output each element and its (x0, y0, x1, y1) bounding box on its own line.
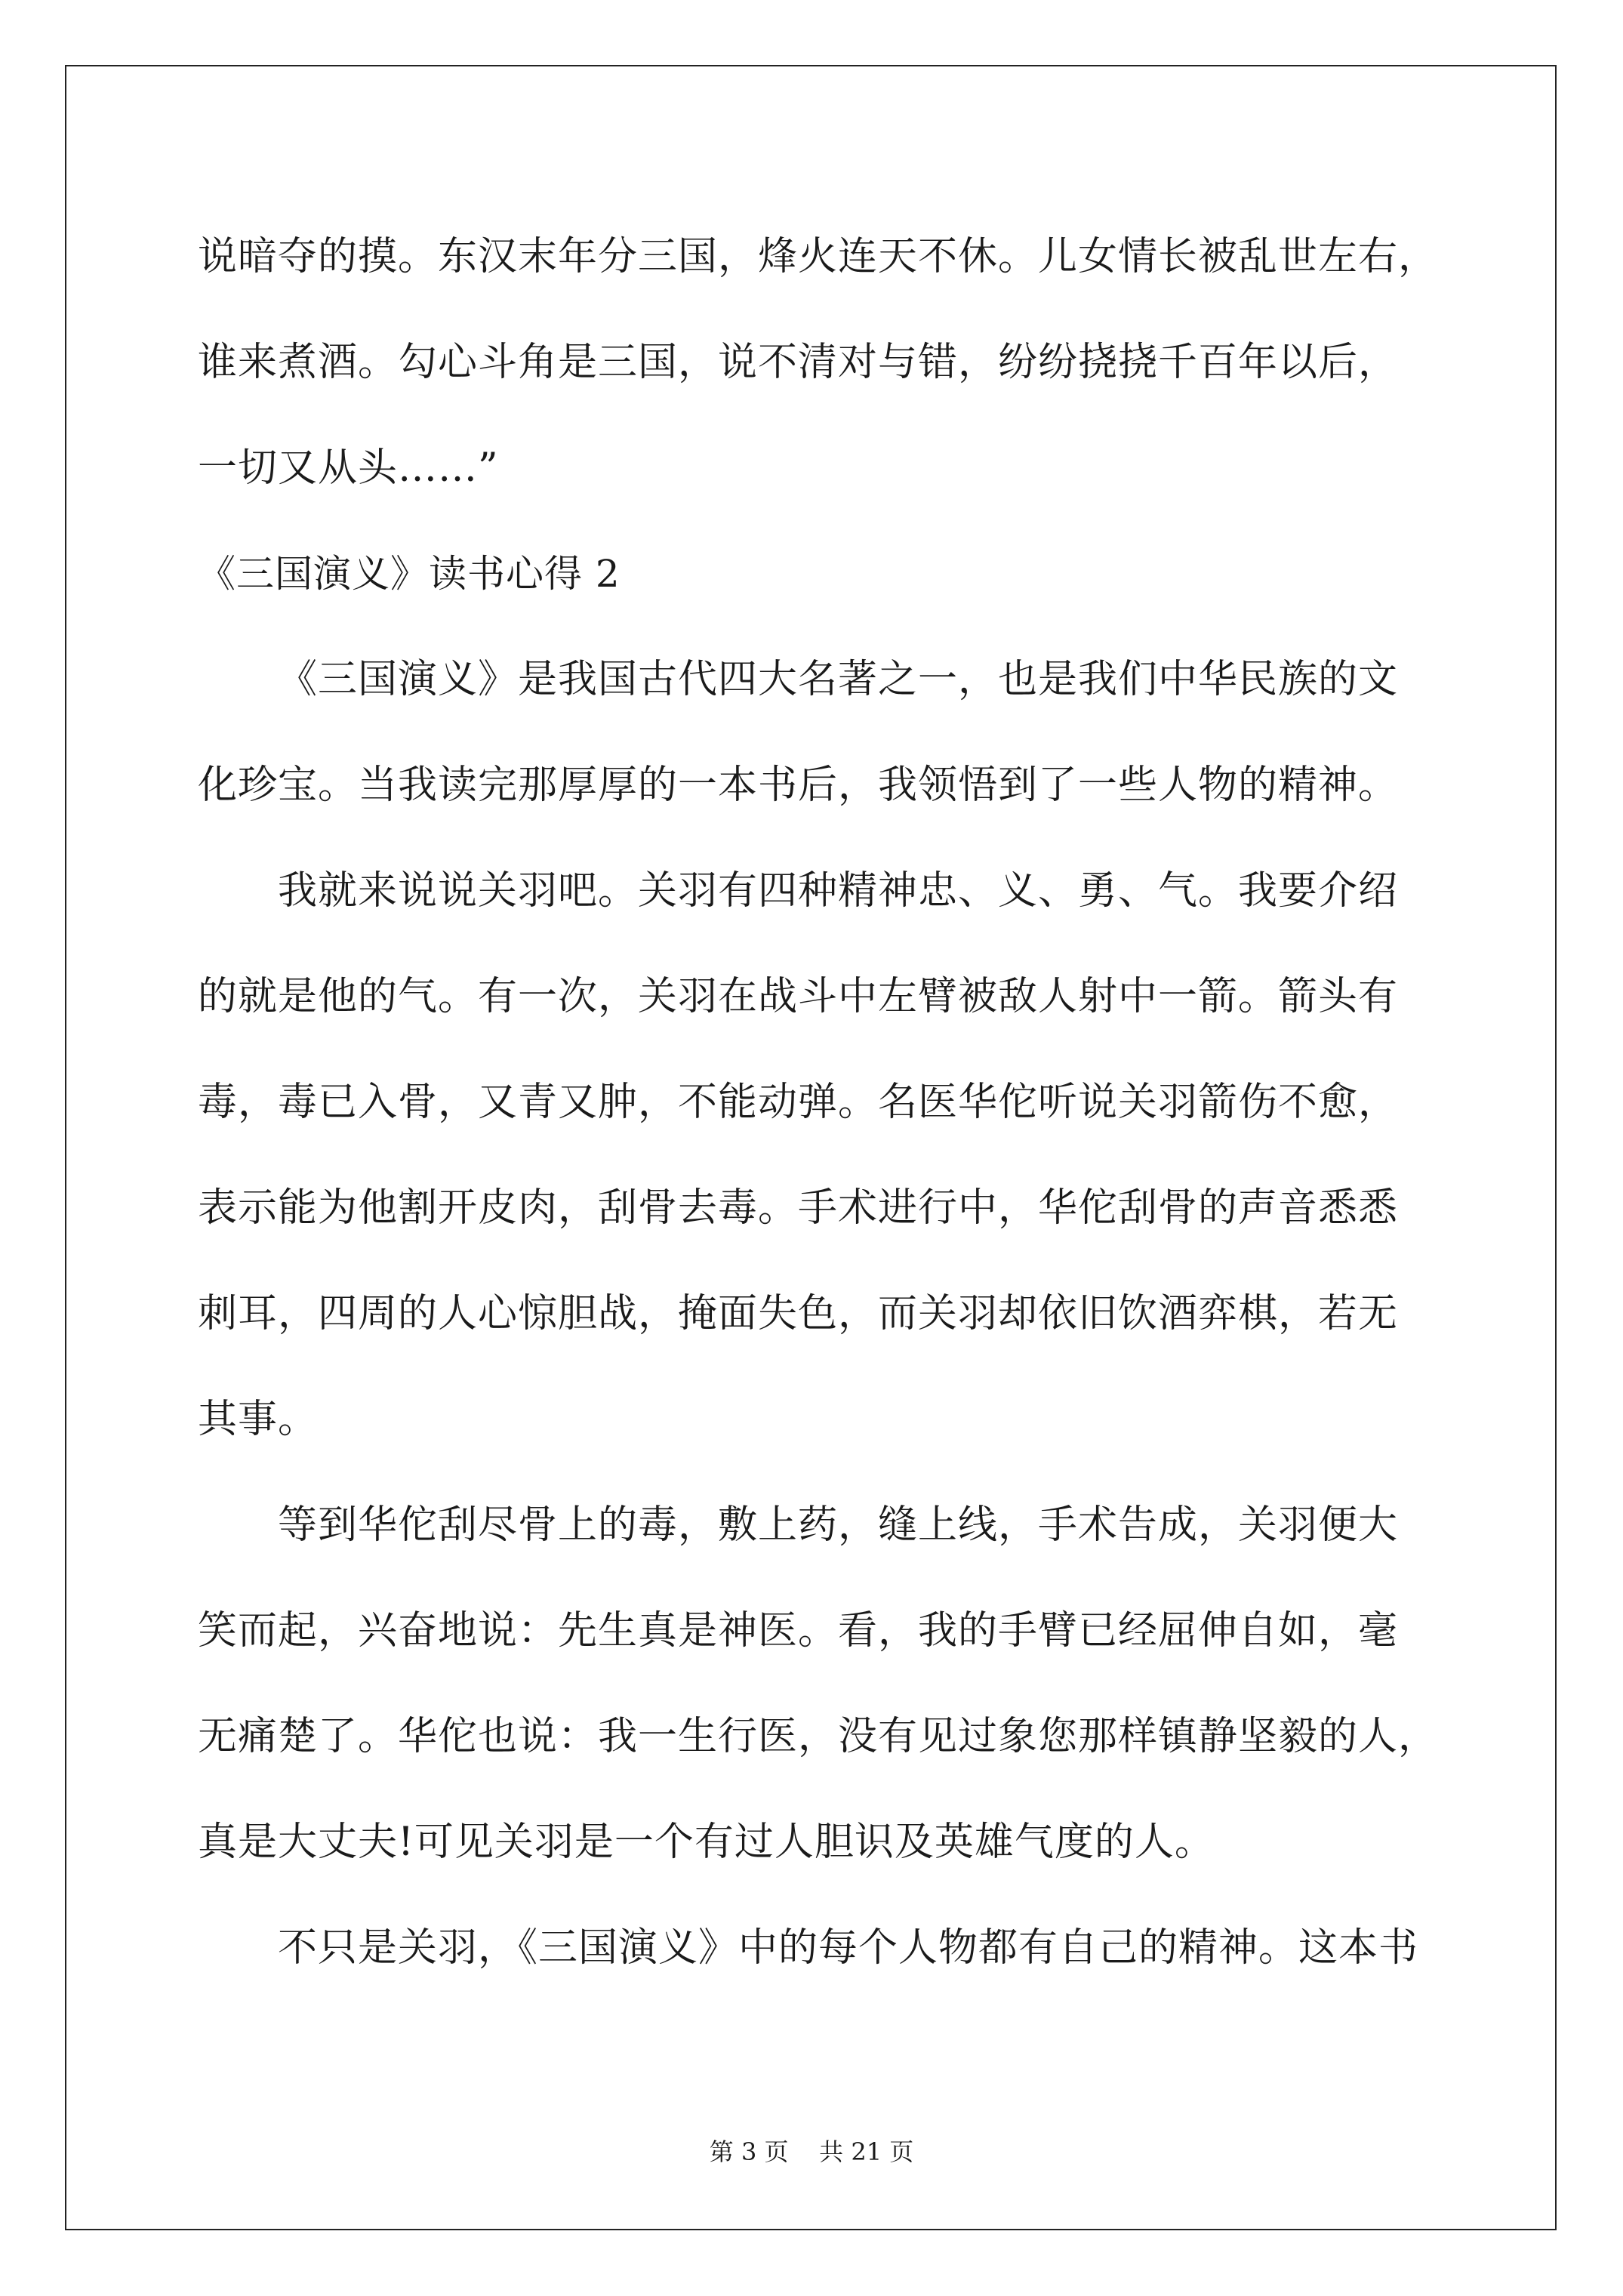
text-line: 笑而起，兴奋地说：先生真是神医。看，我的手臂已经屈伸自如，毫 (198, 1608, 1399, 1653)
text-line: 其事。 (198, 1397, 319, 1442)
paragraph-first-line: 不只是关羽，《三国演义》中的每个人物都有自己的精神。这本书 (278, 1925, 1419, 1971)
text-line: 无痛楚了。华佗也说：我一生行医，没有见过象您那样镇静坚毅的人， (198, 1714, 1439, 1759)
text-line: 一切又从头……” (198, 445, 499, 491)
text-line: 谁来煮酒。勾心斗角是三国，说不清对与错，纷纷挠挠千百年以后， (198, 340, 1399, 385)
paragraph-first-line: 等到华佗刮尽骨上的毒，敷上药，缝上线，手术告成，关羽便大 (278, 1502, 1399, 1548)
text-line: 刺耳，四周的人心惊胆战，掩面失色，而关羽却依旧饮酒弈棋，若无 (198, 1291, 1399, 1336)
text-line: 毒，毒已入骨，又青又肿，不能动弹。名医华佗听说关羽箭伤不愈， (198, 1080, 1399, 1125)
text-line: 真是大丈夫!可见关羽是一个有过人胆识及英雄气度的人。 (198, 1820, 1215, 1865)
text-line: 表示能为他割开皮肉，刮骨去毒。手术进行中，华佗刮骨的声音悉悉 (198, 1185, 1399, 1231)
text-line: 化珍宝。当我读完那厚厚的一本书后，我领悟到了一些人物的精神。 (198, 763, 1399, 808)
section-heading: 《三国演义》读书心得 2 (198, 552, 621, 596)
paragraph-first-line: 《三国演义》是我国古代四大名著之一，也是我们中华民族的文 (278, 657, 1399, 702)
paragraph-first-line: 我就来说说关羽吧。关羽有四种精神忠、义、勇、气。我要介绍 (278, 868, 1399, 914)
text-line: 说暗夺的摸。东汉末年分三国，烽火连天不休。儿女情长被乱世左右， (198, 234, 1439, 279)
text-line: 的就是他的气。有一次，关羽在战斗中左臂被敌人射中一箭。箭头有 (198, 974, 1399, 1019)
page-number-footer: 第 3 页 共 21 页 (709, 2137, 914, 2166)
document-body (198, 204, 1439, 2001)
